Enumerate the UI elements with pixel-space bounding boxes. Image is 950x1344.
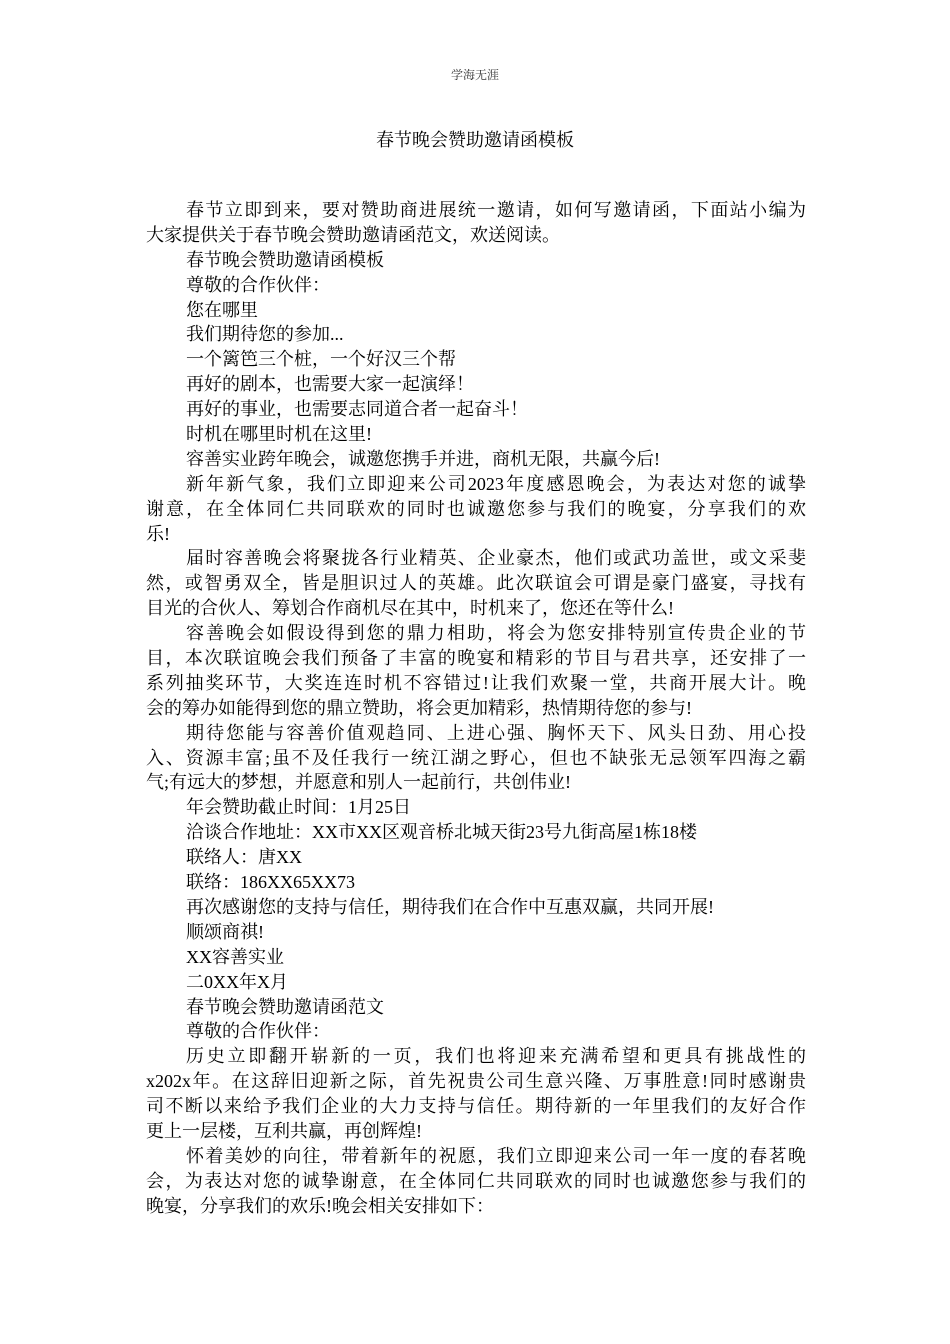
- text-line: 入、资源丰富;虽不及任我行一统江湖之野心，但也不缺张无忌领军四海之霸: [146, 747, 806, 768]
- text-line: 您在哪里: [186, 299, 258, 320]
- text-line: 我们期待您的参加...: [186, 324, 344, 345]
- paragraph: [146, 820, 806, 845]
- paragraph: [146, 995, 806, 1020]
- paragraph: [146, 845, 806, 870]
- text-line: 期待您能与容善价值观趋同、上进心强、胸怀天下、风头日劲、用心投: [186, 722, 806, 743]
- text-line: 会，为表达对您的诚挚谢意，在全体同仁共同联欢的同时也诚邀您参与我们的: [146, 1170, 806, 1191]
- text-line: 再次感谢您的支持与信任，期待我们在合作中互惠双赢，共同开展!: [186, 896, 714, 917]
- text-line: 联络人：唐XX: [186, 847, 302, 868]
- text-line: 晚宴，分享我们的欢乐!晚会相关安排如下：: [146, 1195, 494, 1216]
- text-line: 司不断以来给予我们企业的大力支持与信任。期待新的一年里我们的友好合作: [146, 1096, 806, 1117]
- text-line: 二0XX年X月: [186, 971, 288, 992]
- text-line: 届时容善晚会将聚拢各行业精英、企业豪杰，他们或武功盖世，或文采斐: [186, 548, 806, 569]
- text-line: 目，本次联谊晚会我们预备了丰富的晚宴和精彩的节目与君共享，还安排了一: [146, 648, 806, 669]
- paragraph: [146, 970, 806, 995]
- text-line: 新年新气象，我们立即迎来公司2023年度感恩晚会，为表达对您的诚挚: [186, 473, 806, 494]
- paragraph: [146, 347, 806, 372]
- paragraph: [146, 721, 806, 796]
- text-line: 联络：186XX65XX73: [186, 872, 355, 893]
- paragraph: [146, 422, 806, 447]
- text-line: 年会赞助截止时间：1月25日: [186, 797, 411, 818]
- paragraph: [146, 920, 806, 945]
- text-line: 春节晚会赞助邀请函范文: [186, 996, 384, 1017]
- text-line: x202x年。在这辞旧迎新之际，首先祝贵公司生意兴隆、万事胜意!同时感谢贵: [146, 1071, 806, 1092]
- paragraph: [146, 472, 806, 547]
- paragraph: [146, 621, 806, 721]
- text-line: 更上一层楼，互利共赢，再创辉煌!: [146, 1120, 422, 1141]
- text-line: 历史立即翻开崭新的一页，我们也将迎来充满希望和更具有挑战性的: [186, 1046, 806, 1067]
- paragraph: [146, 372, 806, 397]
- paragraph: [146, 447, 806, 472]
- text-line: 容善实业跨年晚会，诚邀您携手并进，商机无限，共赢今后!: [186, 448, 660, 469]
- text-line: 再好的剧本，也需要大家一起演绎！: [186, 374, 474, 395]
- text-line: 尊敬的合作伙伴：: [186, 1021, 330, 1042]
- paragraph: [146, 1044, 806, 1144]
- text-line: 春节晚会赞助邀请函模板: [186, 249, 384, 270]
- text-line: 大家提供关于春节晚会赞助邀请函范文，欢送阅读。: [146, 224, 560, 245]
- document-title: 春节晚会赞助邀请函模板: [376, 130, 574, 150]
- text-line: 一个篱笆三个桩，一个好汉三个帮: [186, 349, 456, 370]
- text-line: 乐!: [146, 523, 170, 544]
- text-line: 怀着美妙的向往，带着新年的祝愿，我们立即迎来公司一年一度的春茗晚: [186, 1145, 806, 1166]
- paragraph: [146, 795, 806, 820]
- paragraph: [146, 895, 806, 920]
- text-line: XX容善实业: [186, 946, 284, 967]
- paragraph: [146, 1144, 806, 1219]
- paragraph: [146, 870, 806, 895]
- text-line: 尊敬的合作伙伴：: [186, 274, 330, 295]
- paragraph: [146, 1019, 806, 1044]
- text-line: 目光的合伙人、筹划合作商机尽在其中，时机来了，您还在等什么!: [146, 598, 674, 619]
- text-line: 春节立即到来，要对赞助商进展统一邀请，如何写邀请函，下面站小编为: [186, 200, 806, 220]
- text-line: 会的筹办如能得到您的鼎立赞助，将会更加精彩，热情期待您的参与!: [146, 697, 692, 718]
- paragraph: [146, 198, 806, 248]
- paragraph: [146, 322, 806, 347]
- paragraph: [146, 546, 806, 621]
- text-line: 时机在哪里时机在这里!: [186, 424, 372, 445]
- document-body: [146, 198, 806, 1219]
- paragraph: [146, 945, 806, 970]
- page-header: 学海无涯: [450, 68, 499, 82]
- paragraph: [146, 273, 806, 298]
- text-line: 系列抽奖环节，大奖连连时机不容错过!让我们欢聚一堂，共商开展大计。晚: [146, 672, 806, 693]
- paragraph: [146, 248, 806, 273]
- text-line: 容善晚会如假设得到您的鼎力相助，将会为您安排特别宣传贵企业的节: [186, 623, 806, 644]
- text-line: 气;有远大的梦想，并愿意和别人一起前行，共创伟业!: [146, 772, 571, 793]
- paragraph: [146, 298, 806, 323]
- text-line: 然，或智勇双全，皆是胆识过人的英雄。此次联谊会可谓是豪门盛宴，寻找有: [146, 573, 806, 594]
- paragraph: [146, 397, 806, 422]
- text-line: 谢意，在全体同仁共同联欢的同时也诚邀您参与我们的晚宴，分享我们的欢: [146, 498, 806, 519]
- text-line: 洽谈合作地址：XX市XX区观音桥北城天街23号九街高屋1栋18楼: [186, 822, 697, 843]
- text-line: 再好的事业，也需要志同道合者一起奋斗！: [186, 399, 528, 420]
- text-line: 顺颂商祺!: [186, 921, 264, 942]
